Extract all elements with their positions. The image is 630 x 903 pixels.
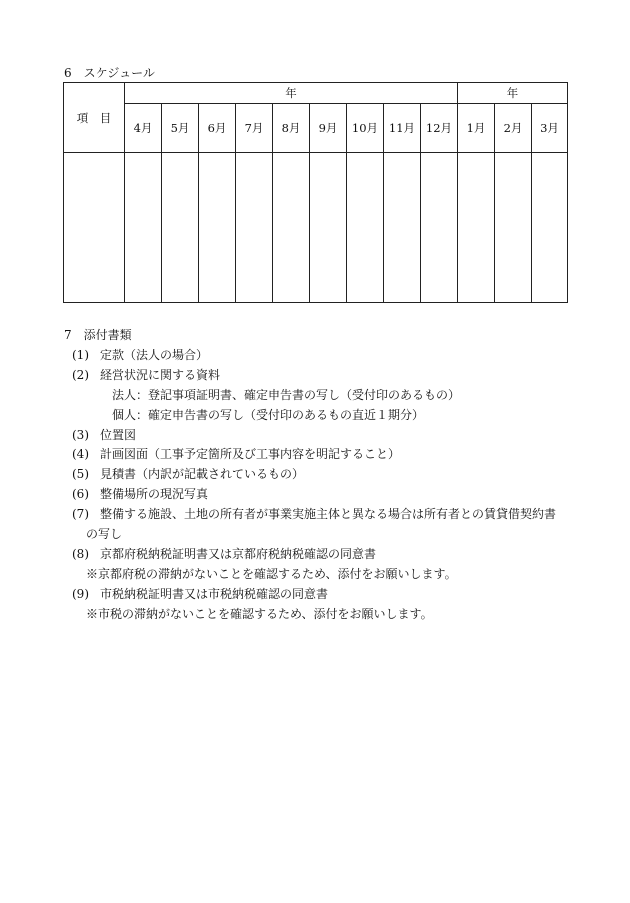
item-entry-cell[interactable] xyxy=(64,153,125,303)
year1-label: 年 xyxy=(285,86,297,100)
month-cell: 12月 xyxy=(421,104,458,153)
month-cell: 11月 xyxy=(384,104,421,153)
item-number: (1) xyxy=(72,348,89,362)
list-item xyxy=(64,346,556,366)
item-number: (7) xyxy=(72,507,89,522)
list-item xyxy=(64,585,556,605)
attachments-list xyxy=(64,346,556,624)
month-cell: 7月 xyxy=(236,104,273,153)
item-number: (2) xyxy=(72,367,89,382)
item-text: 市税納税証明書又は市税納税確認の同意書 xyxy=(100,586,329,601)
month-cell: 3月 xyxy=(532,104,568,153)
schedule-cell[interactable] xyxy=(199,153,236,303)
item-text: 計画図面（工事予定箇所及び工事内容を明記すること） xyxy=(100,447,401,462)
sub-item-individual: 個人：確定申告書の写し（受付印のあるもの直近１期分） xyxy=(112,407,425,422)
item-text: 経営状況に関する資料 xyxy=(100,367,221,382)
schedule-cell[interactable] xyxy=(495,153,532,303)
item-number: (6) xyxy=(72,487,89,502)
schedule-section-title: 6 スケジュール xyxy=(64,66,155,80)
schedule-cell[interactable] xyxy=(273,153,310,303)
schedule-cell[interactable] xyxy=(310,153,347,303)
sub-item-corporation: 法人：登記事項証明書、確定申告書の写し（受付印のあるもの） xyxy=(112,387,461,402)
item-continuation: の写し xyxy=(86,527,123,542)
schedule-cell[interactable] xyxy=(384,153,421,303)
attachments-section-title: 7 添付書類 xyxy=(64,328,132,342)
schedule-table xyxy=(63,82,568,303)
month-cell: 1月 xyxy=(458,104,495,153)
item-text: 定款（法人の場合） xyxy=(100,348,209,362)
item-number: (8) xyxy=(72,546,89,561)
list-item xyxy=(64,445,556,465)
year2-header-cell xyxy=(458,83,568,104)
month-cell: 2月 xyxy=(495,104,532,153)
item-text: 位置図 xyxy=(100,427,137,442)
month-cell: 4月 xyxy=(125,104,162,153)
schedule-cell[interactable] xyxy=(236,153,273,303)
item-text: 京都府税納税証明書又は京都府税納税確認の同意書 xyxy=(100,546,377,561)
schedule-cell[interactable] xyxy=(347,153,384,303)
schedule-cell[interactable] xyxy=(421,153,458,303)
month-cell: 6月 xyxy=(199,104,236,153)
item-number: (3) xyxy=(72,427,89,442)
item-note: ※市税の滞納がないことを確認するため、添付をお願いします。 xyxy=(86,606,433,621)
year2-label: 年 xyxy=(506,86,519,100)
list-item xyxy=(64,426,556,446)
month-cell: 8月 xyxy=(273,104,310,153)
item-text: 整備する施設、土地の所有者が事業実施主体と異なる場合は所有者との賃貸借契約書 xyxy=(100,507,557,522)
schedule-cell[interactable] xyxy=(162,153,199,303)
item-note: ※京都府税の滞納がないことを確認するため、添付をお願いします。 xyxy=(86,566,457,581)
item-header: 項 目 xyxy=(76,110,112,125)
year1-header-cell xyxy=(125,83,458,104)
schedule-cell[interactable] xyxy=(125,153,162,303)
schedule-cell[interactable] xyxy=(458,153,495,303)
item-number: (9) xyxy=(72,586,89,601)
list-item xyxy=(64,545,556,565)
item-text: 整備場所の現況写真 xyxy=(100,487,209,502)
list-item xyxy=(64,366,556,386)
item-number: (4) xyxy=(72,447,89,462)
item-number: (5) xyxy=(72,467,89,482)
schedule-cell[interactable] xyxy=(532,153,568,303)
list-item xyxy=(64,485,556,505)
month-cell: 5月 xyxy=(162,104,199,153)
month-cell: 9月 xyxy=(310,104,347,153)
item-header-cell xyxy=(64,83,125,153)
list-item xyxy=(64,465,556,485)
item-text: 見積書（内訳が記載されているもの） xyxy=(100,467,305,482)
list-item xyxy=(64,505,556,525)
month-cell: 10月 xyxy=(347,104,384,153)
